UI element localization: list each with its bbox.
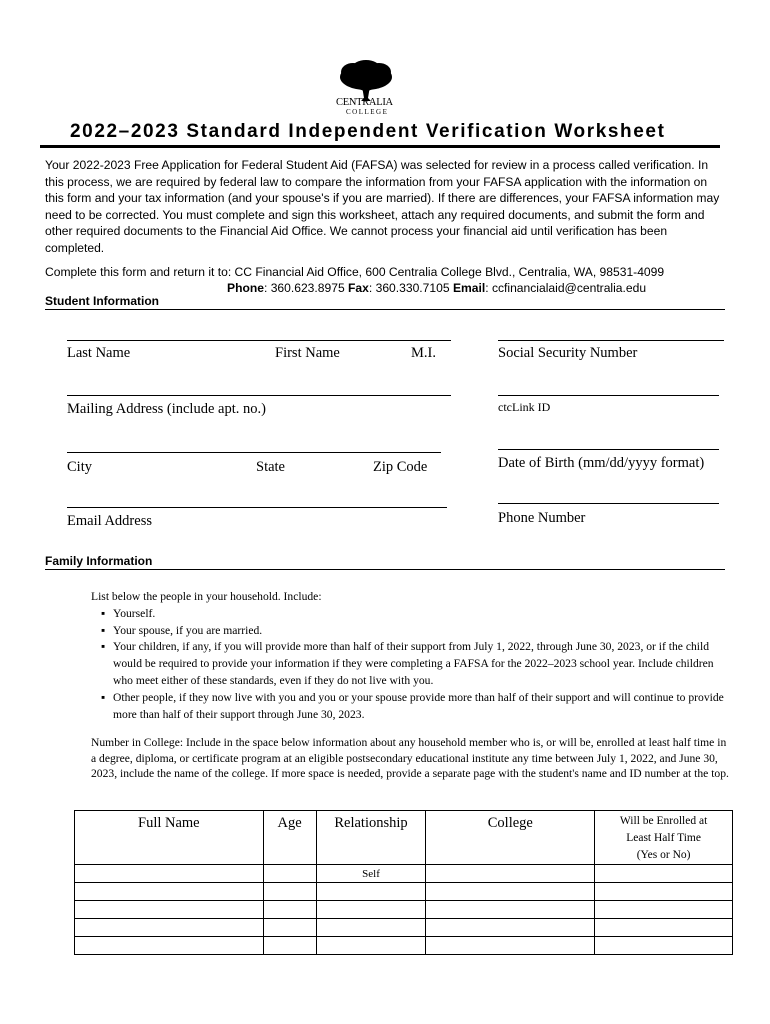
fax-label: Fax <box>348 281 369 295</box>
cell-age[interactable] <box>263 937 316 955</box>
cell-relationship[interactable] <box>316 901 426 919</box>
phone-label-field: Phone Number <box>498 510 586 526</box>
list-item-text: Your children, if any, if you will provide more than half of their support from July 1, 2022, through June 30, 2023, or if the child would be required to provide your information if they were completing a FAFSA for the 2022–2023 school year. Include children who meet either of these standards, even if they do not live with you. <box>113 640 714 687</box>
table-row <box>75 883 733 901</box>
number-in-college-note: Number in College: Include in the space below information about any household member who is, or will be, enrolled at least half time in a degree, diploma, or certificate program at an eligible postsecondary educational institute any time between July 1, 2022, and June 30, 2023, include the name of the college. If more space is needed, provide a separate page with the student's name and ID number at the top. <box>91 736 729 780</box>
intro-text: Your 2022-2023 Free Application for Federal Student Aid (FAFSA) was selected for review in a process called verification. In this process, we are required by federal law to compare the information from your FAFSA application with the information on this form and your tax information (and your spouse's if you are married). If there are differences, your FAFSA information may need to be corrected. You must complete and sign this worksheet, attach any required documents, and submit the form and other required documents to the Financial Aid Office. We cannot process your financial aid until verification has been completed. <box>45 158 720 255</box>
table-row <box>75 865 733 883</box>
cell-college[interactable] <box>426 883 595 901</box>
ctclink-field-line[interactable] <box>498 395 719 396</box>
email-label-field: Email Address <box>67 513 152 529</box>
table-row <box>75 919 733 937</box>
logo-sub: COLLEGE <box>346 108 389 116</box>
cell-full-name[interactable] <box>75 919 264 937</box>
ssn-field-line[interactable] <box>498 340 724 341</box>
phone-label: Phone <box>227 281 264 295</box>
col-age: Age <box>263 811 316 865</box>
cell-enrolled[interactable] <box>595 919 733 937</box>
family-info-divider <box>45 569 725 570</box>
last-name-label: Last Name <box>67 345 131 361</box>
cell-full-name[interactable] <box>75 883 264 901</box>
bullet-icon: ▪ <box>101 623 106 637</box>
ctclink-label: ctcLink ID <box>498 400 551 414</box>
mailing-field-line[interactable] <box>67 395 451 396</box>
title-divider <box>40 145 720 148</box>
col-full-name: Full Name <box>75 811 264 865</box>
household-table <box>74 810 733 955</box>
cell-full-name[interactable] <box>75 901 264 919</box>
cell-enrolled[interactable] <box>595 865 733 883</box>
city-label: City <box>67 459 92 475</box>
cell-relationship[interactable] <box>316 937 426 955</box>
list-item <box>91 606 731 623</box>
college-logo <box>335 60 397 118</box>
table-row <box>75 901 733 919</box>
phone-value: : 360.623.8975 <box>263 281 349 295</box>
intro-paragraph <box>45 157 725 256</box>
email-label: Email <box>452 281 486 295</box>
cell-college[interactable] <box>426 901 595 919</box>
student-info-heading: Student Information <box>45 294 159 308</box>
cell-enrolled[interactable] <box>595 883 733 901</box>
family-info-heading: Family Information <box>45 554 153 568</box>
table-row <box>75 937 733 955</box>
col-relationship: Relationship <box>316 811 426 865</box>
list-item <box>91 639 731 689</box>
enrolled-header-line: (Yes or No) <box>636 849 691 861</box>
col-enrolled <box>595 811 733 865</box>
student-info-divider <box>45 309 725 310</box>
email-value: : ccfinancialaid@centralia.edu <box>485 281 647 295</box>
cell-relationship[interactable] <box>316 883 426 901</box>
col-college: College <box>426 811 595 865</box>
cell-age[interactable] <box>263 883 316 901</box>
cell-age[interactable] <box>263 919 316 937</box>
cell-full-name[interactable] <box>75 937 264 955</box>
dob-field-line[interactable] <box>498 449 719 450</box>
cell-full-name[interactable] <box>75 865 264 883</box>
first-name-label: First Name <box>275 345 340 361</box>
city-field-line[interactable] <box>67 452 441 453</box>
list-item <box>91 623 731 640</box>
enrolled-header-line: Least Half Time <box>626 832 701 844</box>
return-instructions: Complete this form and return it to: CC Financial Aid Office, 600 Centralia College Blvd., Centralia, WA, 98531-4099 <box>45 265 665 279</box>
cell-age[interactable] <box>263 865 316 883</box>
cell-relationship[interactable] <box>316 919 426 937</box>
bullet-icon: ▪ <box>101 690 106 704</box>
household-intro: List below the people in your household. Include: <box>91 590 322 603</box>
household-instructions <box>91 589 731 723</box>
cell-college[interactable] <box>426 865 595 883</box>
cell-relationship: Self <box>316 865 426 883</box>
list-item <box>91 690 731 724</box>
list-item-text: Yourself. <box>113 606 156 620</box>
ssn-label: Social Security Number <box>498 345 638 361</box>
contact-line <box>227 280 646 296</box>
name-field-line[interactable] <box>67 340 451 341</box>
list-item-text: Your spouse, if you are married. <box>113 623 263 637</box>
cell-age[interactable] <box>263 901 316 919</box>
bullet-icon: ▪ <box>101 640 106 654</box>
household-list <box>91 606 731 724</box>
cell-college[interactable] <box>426 937 595 955</box>
zip-label: Zip Code <box>373 459 428 475</box>
mi-label: M.I. <box>411 345 436 361</box>
phone-field-line[interactable] <box>498 503 719 504</box>
list-item-text: Other people, if they now live with you and you or your spouse provide more than half of their support and will continue to provide more than half of their support through June 30, 2023. <box>113 690 724 721</box>
bullet-icon: ▪ <box>101 606 106 620</box>
cell-enrolled[interactable] <box>595 901 733 919</box>
logo-name: CENTRALIA <box>336 97 393 108</box>
dob-label: Date of Birth (mm/dd/yyyy format) <box>498 455 705 471</box>
cell-college[interactable] <box>426 919 595 937</box>
email-field-line[interactable] <box>67 507 447 508</box>
cell-enrolled[interactable] <box>595 937 733 955</box>
table-header-row <box>75 811 733 865</box>
enrolled-header-line: Will be Enrolled at <box>619 815 708 827</box>
state-label: State <box>256 459 285 475</box>
mailing-label: Mailing Address (include apt. no.) <box>67 401 266 417</box>
page-title: 2022–2023 Standard Independent Verification Worksheet <box>70 121 666 142</box>
fax-value: : 360.330.7105 <box>368 281 453 295</box>
